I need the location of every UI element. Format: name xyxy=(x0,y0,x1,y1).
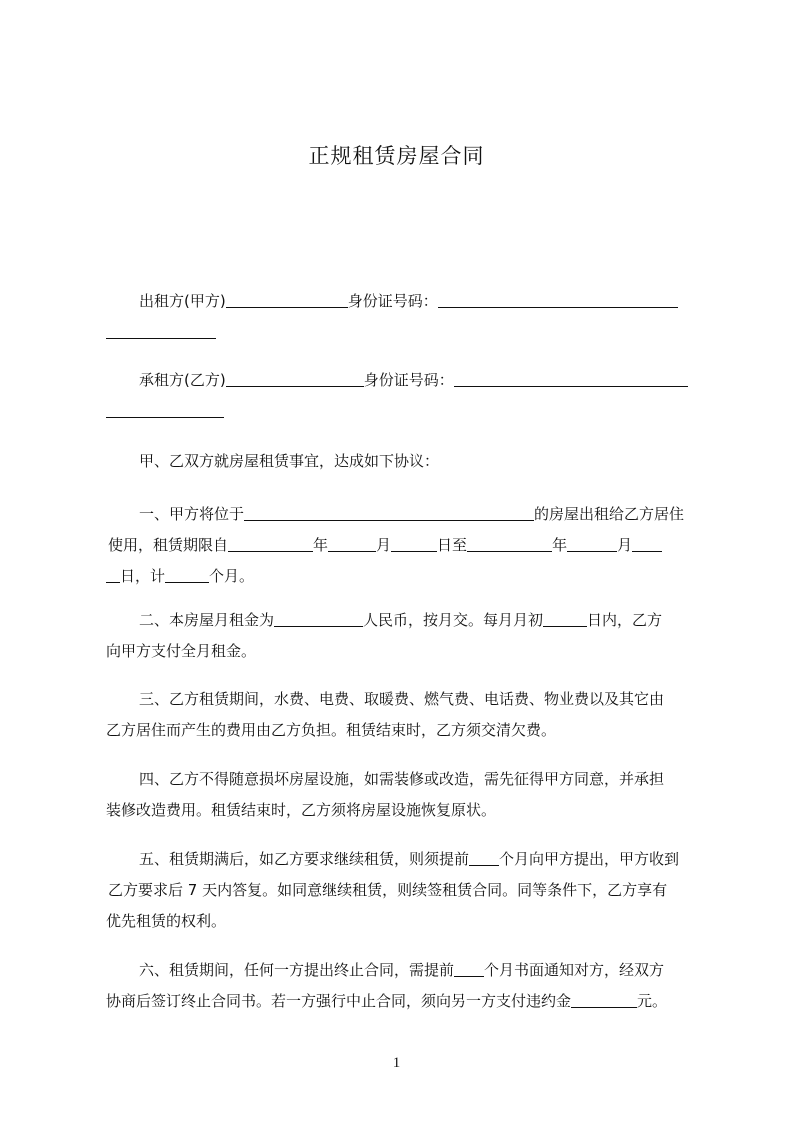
clause-2-text-c: 日内，乙方 xyxy=(587,611,663,629)
clause-5-line-3: 优先租赁的权利。 xyxy=(106,912,227,930)
party-b-id-field[interactable] xyxy=(454,370,688,387)
start-month-field[interactable] xyxy=(328,535,376,552)
clause-2-text-b: 人民币，按月交。每月月初 xyxy=(363,611,544,629)
clause-1-end-year-label: 年 xyxy=(552,536,568,554)
clause-6-text-b: 个月书面通知对方，经双方 xyxy=(484,961,665,979)
clause-1-end-month-label: 月 xyxy=(617,536,633,554)
clause-1-year-label: 年 xyxy=(313,536,329,554)
end-day-field[interactable] xyxy=(632,535,662,552)
clause-5-text-b: 个月向甲方提出，甲方收到 xyxy=(499,850,680,868)
party-a-id-field-continued[interactable] xyxy=(106,322,216,339)
clause-6-text-d: 元。 xyxy=(637,992,668,1010)
party-b-section xyxy=(106,365,702,427)
clause-5 xyxy=(106,844,702,937)
lease-months-field[interactable] xyxy=(165,566,209,583)
clause-2-line-1 xyxy=(106,605,702,636)
page-number: 1 xyxy=(392,1055,401,1071)
start-day-field[interactable] xyxy=(391,535,437,552)
intro-paragraph xyxy=(106,446,702,477)
renewal-notice-months-field[interactable] xyxy=(469,849,499,866)
clause-1-text-c: 使用，租赁期限自 xyxy=(108,536,229,554)
clause-5-line-2: 乙方要求后 7 天内答复。如同意继续租赁，则续签租赁合同。同等条件下，乙方享有 xyxy=(108,881,668,899)
clause-4-line-2: 装修改造费用。租赁结束时，乙方须将房屋设施恢复原状。 xyxy=(106,801,497,819)
clause-4 xyxy=(106,764,702,826)
clause-1-text-j: 个月。 xyxy=(209,567,255,585)
party-b-id-field-continued-line xyxy=(106,396,702,427)
party-a-label: 出租方(甲方) xyxy=(139,292,226,310)
clause-2-text-a: 二、本房屋月租金为 xyxy=(139,611,275,629)
end-month-field[interactable] xyxy=(567,535,617,552)
termination-notice-months-field[interactable] xyxy=(454,960,484,977)
clause-1-line-2 xyxy=(106,530,702,561)
clause-6-text-c: 协商后签订终止合同书。若一方强行中止合同，须向另一方支付违约金 xyxy=(106,992,572,1010)
clause-6-line-1 xyxy=(106,955,702,986)
clause-6 xyxy=(106,955,702,1017)
party-b-name-field[interactable] xyxy=(226,370,364,387)
party-b-id-field-continued[interactable] xyxy=(106,401,224,418)
clause-6-line-2 xyxy=(106,986,702,1017)
clause-2-line-2: 向甲方支付全月租金。 xyxy=(106,642,257,660)
clause-1-text-i: 日，计 xyxy=(120,567,166,585)
party-b-line xyxy=(106,365,702,396)
clause-1-text-f: 日至 xyxy=(437,536,468,554)
clause-4-line-1: 四、乙方不得随意损坏房屋设施，如需装修或改造，需先征得甲方同意，并承担 xyxy=(139,770,665,788)
payment-days-field[interactable] xyxy=(543,610,587,627)
clause-5-line-1 xyxy=(106,844,702,875)
clause-1 xyxy=(106,499,702,592)
clause-1-text-a: 一、甲方将位于 xyxy=(139,505,245,523)
party-a-section xyxy=(106,286,702,348)
clause-1-text-b: 的房屋出租给乙方居住 xyxy=(534,505,685,523)
clause-3-line-2: 乙方居住而产生的费用由乙方负担。租赁结束时，乙方须交清欠费。 xyxy=(106,721,557,739)
party-a-line xyxy=(106,286,702,317)
penalty-amount-field[interactable] xyxy=(571,991,637,1008)
party-a-id-field-continued-line xyxy=(106,317,702,348)
property-address-field[interactable] xyxy=(244,504,534,521)
monthly-rent-field[interactable] xyxy=(274,610,363,627)
document-title: 正规租赁房屋合同 xyxy=(308,144,485,168)
end-day-field-continued[interactable] xyxy=(106,566,120,583)
party-a-id-field[interactable] xyxy=(438,291,678,308)
clause-2 xyxy=(106,605,702,667)
clause-3-line-1: 三、乙方租赁期间，水费、电费、取暖费、燃气费、电话费、物业费以及其它由 xyxy=(139,690,665,708)
clause-1-line-3 xyxy=(106,561,702,592)
party-b-label: 承租方(乙方) xyxy=(139,371,226,389)
clause-1-line-1 xyxy=(106,499,702,530)
start-year-field[interactable] xyxy=(228,535,313,552)
clause-6-text-a: 六、租赁期间，任何一方提出终止合同，需提前 xyxy=(139,961,455,979)
end-year-field[interactable] xyxy=(467,535,552,552)
party-a-name-field[interactable] xyxy=(226,291,348,308)
intro-text: 甲、乙双方就房屋租赁事宜，达成如下协议： xyxy=(139,452,440,470)
party-a-id-label: 身份证号码： xyxy=(347,292,438,310)
party-b-id-label: 身份证号码： xyxy=(363,371,454,389)
clause-5-text-a: 五、租赁期满后，如乙方要求继续租赁，则须提前 xyxy=(139,850,470,868)
clause-3 xyxy=(106,684,702,746)
clause-1-month-label: 月 xyxy=(376,536,392,554)
